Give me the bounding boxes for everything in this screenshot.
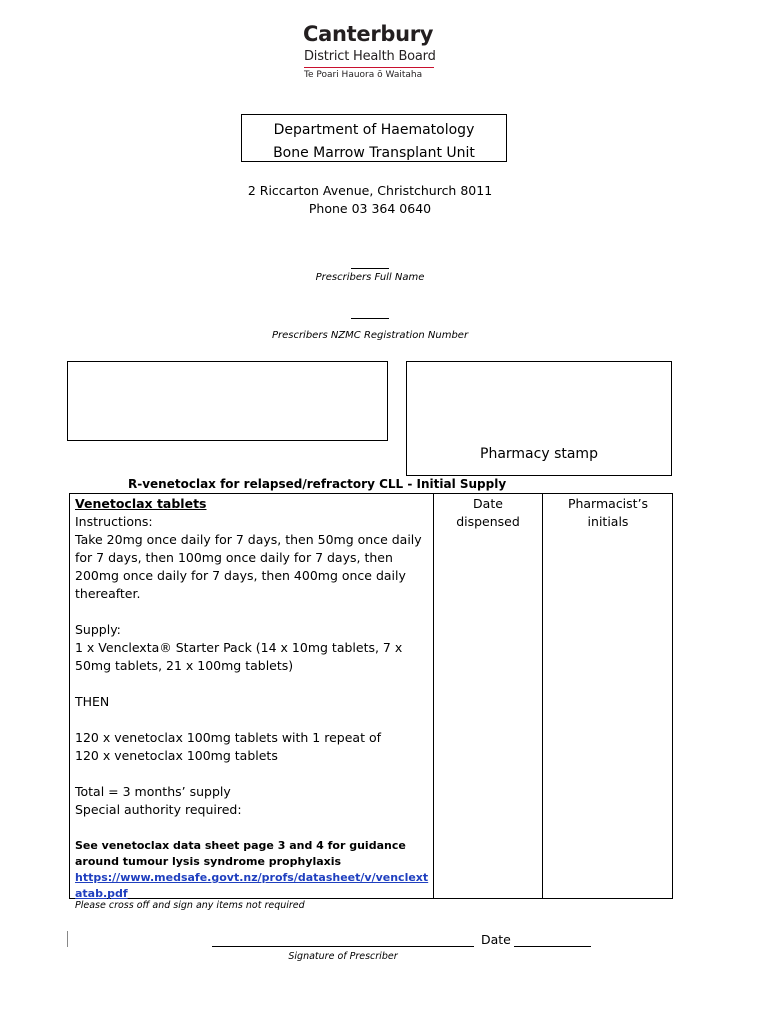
address-phone: Phone 03 364 0640 (308, 201, 432, 216)
repeat-line: 120 x venetoclax 100mg tablets (75, 748, 278, 763)
prescriber-nzmc-field[interactable] (351, 318, 389, 319)
prescriber-name-field[interactable] (351, 268, 389, 269)
total-supply: Total = 3 months’ supply (75, 784, 231, 799)
instructions-label: Instructions: (75, 514, 153, 529)
guidance-line: around tumour lysis syndrome prophylaxis (75, 855, 342, 868)
logo-maori-name: Te Poari Hauora ō Waitaha (304, 70, 423, 80)
supply-label: Supply: (75, 622, 121, 637)
datasheet-link[interactable]: atab.pdf (75, 887, 128, 900)
prescriber-nzmc-caption: Prescribers NZMC Registration Number (271, 330, 469, 341)
pharmacy-stamp-label: Pharmacy stamp (480, 446, 598, 462)
logo-subtitle: District Health Board (304, 49, 436, 64)
special-authority: Special authority required: (75, 802, 242, 817)
drug-heading: Venetoclax tablets (75, 496, 207, 511)
guidance-line: See venetoclax data sheet page 3 and 4 for guidance (75, 839, 406, 852)
signature-line[interactable] (212, 946, 474, 947)
column-divider (433, 493, 434, 899)
signature-caption: Signature of Prescriber (288, 951, 398, 962)
pharmacist-initials-line: Pharmacist’s (567, 496, 649, 511)
date-label: Date (481, 932, 511, 947)
prescription-details-cell (75, 495, 430, 902)
margin-mark (67, 931, 68, 947)
logo-divider (304, 67, 434, 68)
logo-title: Canterbury (303, 22, 434, 46)
then-label: THEN (75, 694, 110, 709)
patient-label-box (67, 361, 388, 441)
datasheet-link[interactable]: https://www.medsafe.govt.nz/profs/datasheet/v/venclext (75, 871, 429, 884)
supply-line: 1 x Venclexta® Starter Pack (14 x 10mg tablets, 7 x (75, 640, 403, 655)
pharmacist-initials-line: initials (587, 514, 629, 529)
department-name: Department of Haematology (273, 122, 475, 138)
column-divider (542, 493, 543, 899)
instructions-line: Take 20mg once daily for 7 days, then 50mg once daily (75, 532, 422, 547)
cross-off-note: Please cross off and sign any items not required (75, 900, 305, 911)
supply-line: 50mg tablets, 21 x 100mg tablets) (75, 658, 294, 673)
date-dispensed-line: dispensed (456, 514, 520, 529)
date-dispensed-line: Date (473, 496, 503, 511)
unit-name: Bone Marrow Transplant Unit (273, 145, 475, 161)
repeat-line: 120 x venetoclax 100mg tablets with 1 repeat of (75, 730, 381, 745)
department-box (241, 114, 507, 162)
date-dispensed-header (434, 495, 542, 531)
instructions-line: for 7 days, then 100mg once daily for 7 days, then (75, 550, 393, 565)
instructions-line: 200mg once daily for 7 days, then 400mg once daily (75, 568, 406, 583)
prescriber-name-caption: Prescribers Full Name (315, 272, 425, 283)
prescription-title: R-venetoclax for relapsed/refractory CLL - Initial Supply (128, 477, 507, 491)
instructions-line: thereafter. (75, 586, 141, 601)
date-field[interactable] (514, 946, 591, 947)
pharmacist-initials-header (543, 495, 673, 531)
address-street: 2 Riccarton Avenue, Christchurch 8011 (247, 183, 493, 198)
